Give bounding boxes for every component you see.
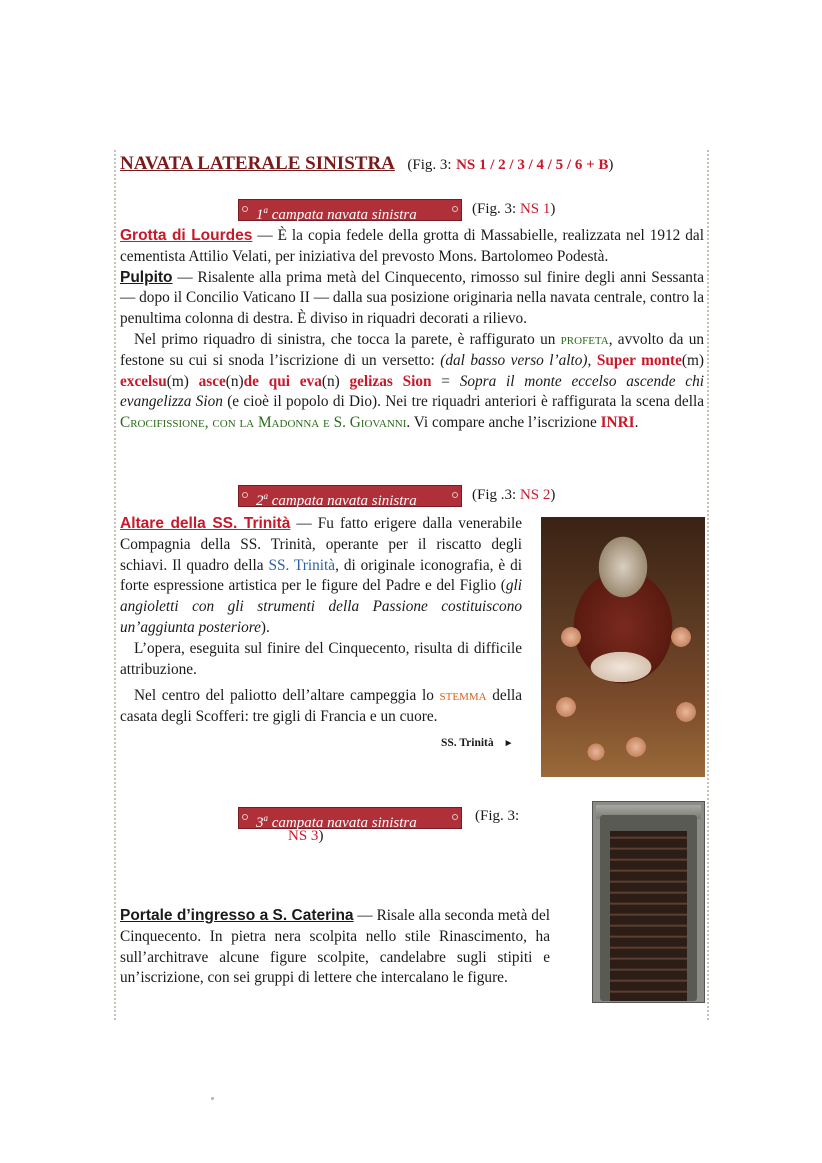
- paliotto-paragraph: [120, 686, 522, 728]
- caption-text: SS. Trinità: [441, 737, 494, 749]
- banner-sup: a: [263, 205, 268, 215]
- altare-paragraph: [120, 514, 522, 639]
- pulpito-text: — Risalente alla prima metà del Cinquecento, rimosso sul finire degli anni Sessanta — dopo il Concilio Vaticano II — dalla sua posizione originaria nella navata centrale, contro la penultima colonna di destra. È diviso in riquadri decorati a rilievo.: [120, 268, 704, 328]
- latin-m4: (n): [321, 372, 350, 390]
- latin-m2: (m): [166, 372, 199, 390]
- inri-label: INRI: [600, 414, 635, 432]
- latin-2: excelsu: [120, 372, 167, 390]
- opera-paragraph: L’opera, eseguita sul finire del Cinquecento, risulta di difficile attribuzione.: [120, 639, 522, 678]
- banner-label: campata navata sinistra: [271, 207, 417, 223]
- angioletti-note: gli angioletti con gli strumenti della Passione costituiscono un’aggiunta posteriore: [120, 577, 522, 636]
- primo-riquadro-paragraph: [120, 330, 704, 434]
- paliotto-t2: della casata degli Scofferi: tre gigli di Francia e un cuore.: [120, 687, 522, 726]
- primo-t4: =: [431, 372, 460, 390]
- pulpito-paragraph: [120, 268, 704, 330]
- primo-t6: . Vi compare anche l’iscrizione: [406, 414, 601, 432]
- primo-t1: Nel primo riquadro di sinistra, che tocca la parete, è raffigurato un: [134, 330, 561, 348]
- portale-paragraph: [120, 906, 550, 989]
- primo-t7: .: [634, 414, 639, 432]
- portale-door-image: [592, 801, 705, 1003]
- latin-3: asce: [198, 372, 226, 390]
- grotta-heading: Grotta di Lourdes: [120, 227, 253, 244]
- banner-num: 1: [256, 207, 264, 223]
- banner-dot-right: [452, 492, 458, 498]
- portale-text: — Risale alla seconda metà del Cinquecento. In pietra nera scolpita nello stile Rinascimento, ha sull’architrave alcune figure scolpite, candelabre sugli stipiti e un’iscrizione, con sei gruppi di lettere che intercalano le figure.: [120, 907, 550, 987]
- pulpito-heading: Pulpito: [120, 268, 173, 286]
- figref-suffix: ): [550, 201, 556, 217]
- latin-1: Super monte: [596, 351, 682, 369]
- title-fig-ns: NS 1 / 2 / 3 / 4 / 5 / 6 + B: [456, 157, 609, 173]
- altare-t1: — Fu fatto erigere dalla venerabile Compagnia della SS. Trinità, operante per il riscatto degli schiavi. Il quadro della: [120, 515, 522, 574]
- altare-t3: ).: [260, 618, 270, 636]
- banner-text: [256, 807, 417, 834]
- figref-suffix: ): [550, 487, 556, 503]
- banner-dot-right: [452, 814, 458, 820]
- trinita-caption: [441, 737, 514, 749]
- title-fig-prefix: (Fig. 3:: [407, 157, 452, 173]
- stemma-label: stemma: [439, 687, 487, 705]
- figref-ns: NS 1: [519, 201, 551, 217]
- banner-dot-right: [452, 206, 458, 212]
- grotta-paragraph: [120, 226, 704, 268]
- primo-t2: , avvolto da un festone su cui si snoda l’iscrizione di un versetto:: [120, 330, 704, 369]
- banner-num: 2: [256, 493, 264, 509]
- figref-prefix: (Fig. 3:: [472, 201, 517, 217]
- paliotto-t1: Nel centro del paliotto dell’altare campeggia lo: [134, 687, 440, 705]
- latin-4: de qui eva: [243, 372, 322, 390]
- primo-t5: (e cioè il popolo di Dio). Nei tre riquadri anteriori è raffigurata la scena della: [222, 393, 704, 411]
- profeta-label: profeta: [560, 330, 609, 348]
- figref-prefix: (Fig .3:: [472, 487, 517, 503]
- altare-heading: Altare della SS. Trinità: [120, 515, 291, 532]
- latin-5: gelizas Sion: [349, 372, 432, 390]
- primo-t3: ,: [587, 351, 597, 369]
- figref-ns: NS 2: [519, 487, 551, 503]
- scan-speck: [211, 1097, 214, 1100]
- banner-campata-2: [238, 485, 462, 507]
- figref-ns: NS 3: [288, 828, 319, 844]
- dal-basso: (dal basso verso l’alto): [440, 351, 588, 369]
- figref-ns3: [288, 828, 323, 845]
- page-title: NAVATA LATERALE SINISTRA: [120, 153, 395, 174]
- translation: Sopra il monte eccelso ascende chi evangelizza Sion: [120, 372, 704, 411]
- banner-text: [256, 485, 417, 512]
- latin-m3: (n): [225, 372, 244, 390]
- banner-label: campata navata sinistra: [271, 815, 417, 831]
- page-border-left: [114, 150, 116, 1020]
- figref-ns2: [472, 487, 555, 504]
- banner-campata-1: [238, 199, 462, 221]
- banner-sup: a: [263, 813, 268, 823]
- grotta-text: — È la copia fedele della grotta di Massabielle, realizzata nel 1912 dal cementista Attilio Velati, per iniziativa del prevosto Mons. Bartolomeo Podestà.: [120, 227, 704, 265]
- section-title-row: [120, 153, 613, 176]
- banner-num: 3: [256, 815, 264, 831]
- crocifissione-label: Crocifissione, con la Madonna e S. Giovanni: [120, 414, 407, 432]
- banner-dot-left: [242, 814, 248, 820]
- portale-heading: Portale d’ingresso a S. Caterina: [120, 907, 354, 924]
- altare-t2: , di originale iconografia, è di forte espressione artistica per le figure del Padre e del Figlio (: [120, 556, 523, 595]
- latin-m1: (m): [681, 351, 704, 369]
- banner-campata-3: [238, 807, 462, 829]
- ss-trinita-link: SS. Trinità: [268, 556, 336, 574]
- figref-ns3-prefix: [475, 808, 519, 825]
- banner-text: [256, 199, 417, 226]
- figref-ns1: [472, 201, 555, 218]
- banner-label: campata navata sinistra: [271, 493, 417, 509]
- figref-suffix: ): [318, 828, 324, 844]
- title-fig-suffix: ): [608, 157, 614, 173]
- banner-sup: a: [263, 491, 268, 501]
- section2-text: [120, 514, 522, 728]
- section1-text: [120, 226, 704, 434]
- section3-text: [120, 906, 550, 989]
- caption-arrow-icon: ►: [503, 738, 514, 749]
- page-border-right: [707, 150, 709, 1020]
- banner-dot-left: [242, 206, 248, 212]
- portale-door: [610, 831, 687, 1001]
- figref-prefix: (Fig. 3:: [475, 808, 520, 824]
- banner-dot-left: [242, 492, 248, 498]
- trinita-painting-image: [541, 517, 705, 777]
